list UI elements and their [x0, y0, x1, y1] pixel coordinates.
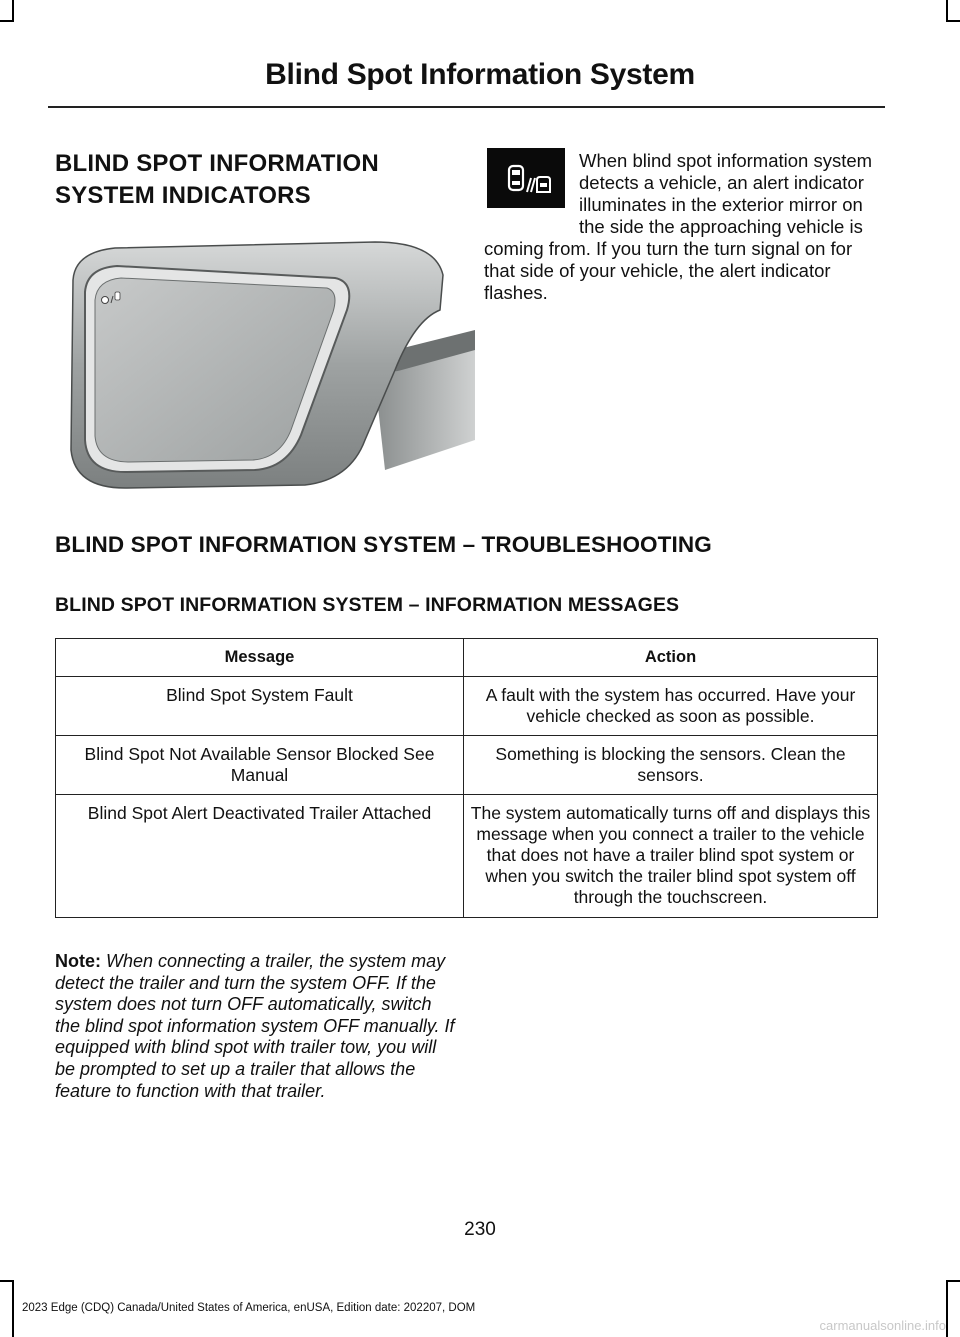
section-heading-information-messages: BLIND SPOT INFORMATION SYSTEM – INFORMATION MESSAGES: [55, 594, 680, 616]
message-cell: Blind Spot System Fault: [56, 677, 464, 736]
action-cell: A fault with the system has occurred. Have your vehicle checked as soon as possible.: [464, 677, 878, 736]
action-cell: Something is blocking the sensors. Clean the sensors.: [464, 736, 878, 795]
exterior-mirror-illustration: [55, 230, 475, 490]
column-header-message: Message: [56, 639, 464, 677]
section-heading-troubleshooting: BLIND SPOT INFORMATION SYSTEM – TROUBLESHOOTING: [55, 532, 712, 557]
page-header-title: Blind Spot Information System: [265, 58, 695, 91]
message-cell: Blind Spot Not Available Sensor Blocked See Manual: [56, 736, 464, 795]
crop-mark: [0, 1280, 14, 1282]
table-row: [56, 736, 878, 795]
indicators-description: When blind spot information system detects a vehicle, an alert indicator illuminates in the exterior mirror on the side the approaching vehicle is coming from. If you turn the turn signal on for that side of your vehicle, the alert indicator flashes.: [484, 150, 873, 303]
crop-mark: [946, 20, 960, 22]
page-number: 230: [464, 1219, 496, 1240]
crop-mark: [946, 0, 948, 20]
header-divider: [48, 106, 885, 108]
message-cell: Blind Spot Alert Deactivated Trailer Attached: [56, 795, 464, 918]
trailer-note: [55, 951, 455, 1102]
information-messages-table: [55, 638, 878, 918]
table-row: [56, 795, 878, 918]
crop-mark: [12, 0, 14, 20]
watermark: carmanualsonline.info: [819, 1318, 946, 1333]
action-cell: The system automatically turns off and displays this message when you connect a trailer to the vehicle that does not have a trailer blind spot system or when you switch the trailer blind spot system off through the touchscreen.: [464, 795, 878, 918]
table-row: [56, 677, 878, 736]
crop-mark: [946, 1280, 960, 1282]
crop-mark: [12, 1280, 14, 1337]
crop-mark: [946, 1280, 948, 1337]
column-header-action: Action: [464, 639, 878, 677]
section-heading-indicators: BLIND SPOT INFORMATION SYSTEM INDICATORS: [55, 150, 379, 209]
note-text: When connecting a trailer, the system may detect the trailer and turn the system OFF. If the system does not turn OFF automatically, switch the blind spot information system OFF manually. If equipped with blind spot with trailer tow, you will be prompted to set up a trailer that allows the feature to function with that trailer.: [55, 951, 455, 1101]
crop-mark: [0, 20, 14, 22]
table-header-row: [56, 639, 878, 677]
note-label: Note:: [55, 951, 101, 971]
edition-footer: 2023 Edge (CDQ) Canada/United States of America, enUSA, Edition date: 202207, DOM: [22, 1302, 476, 1314]
